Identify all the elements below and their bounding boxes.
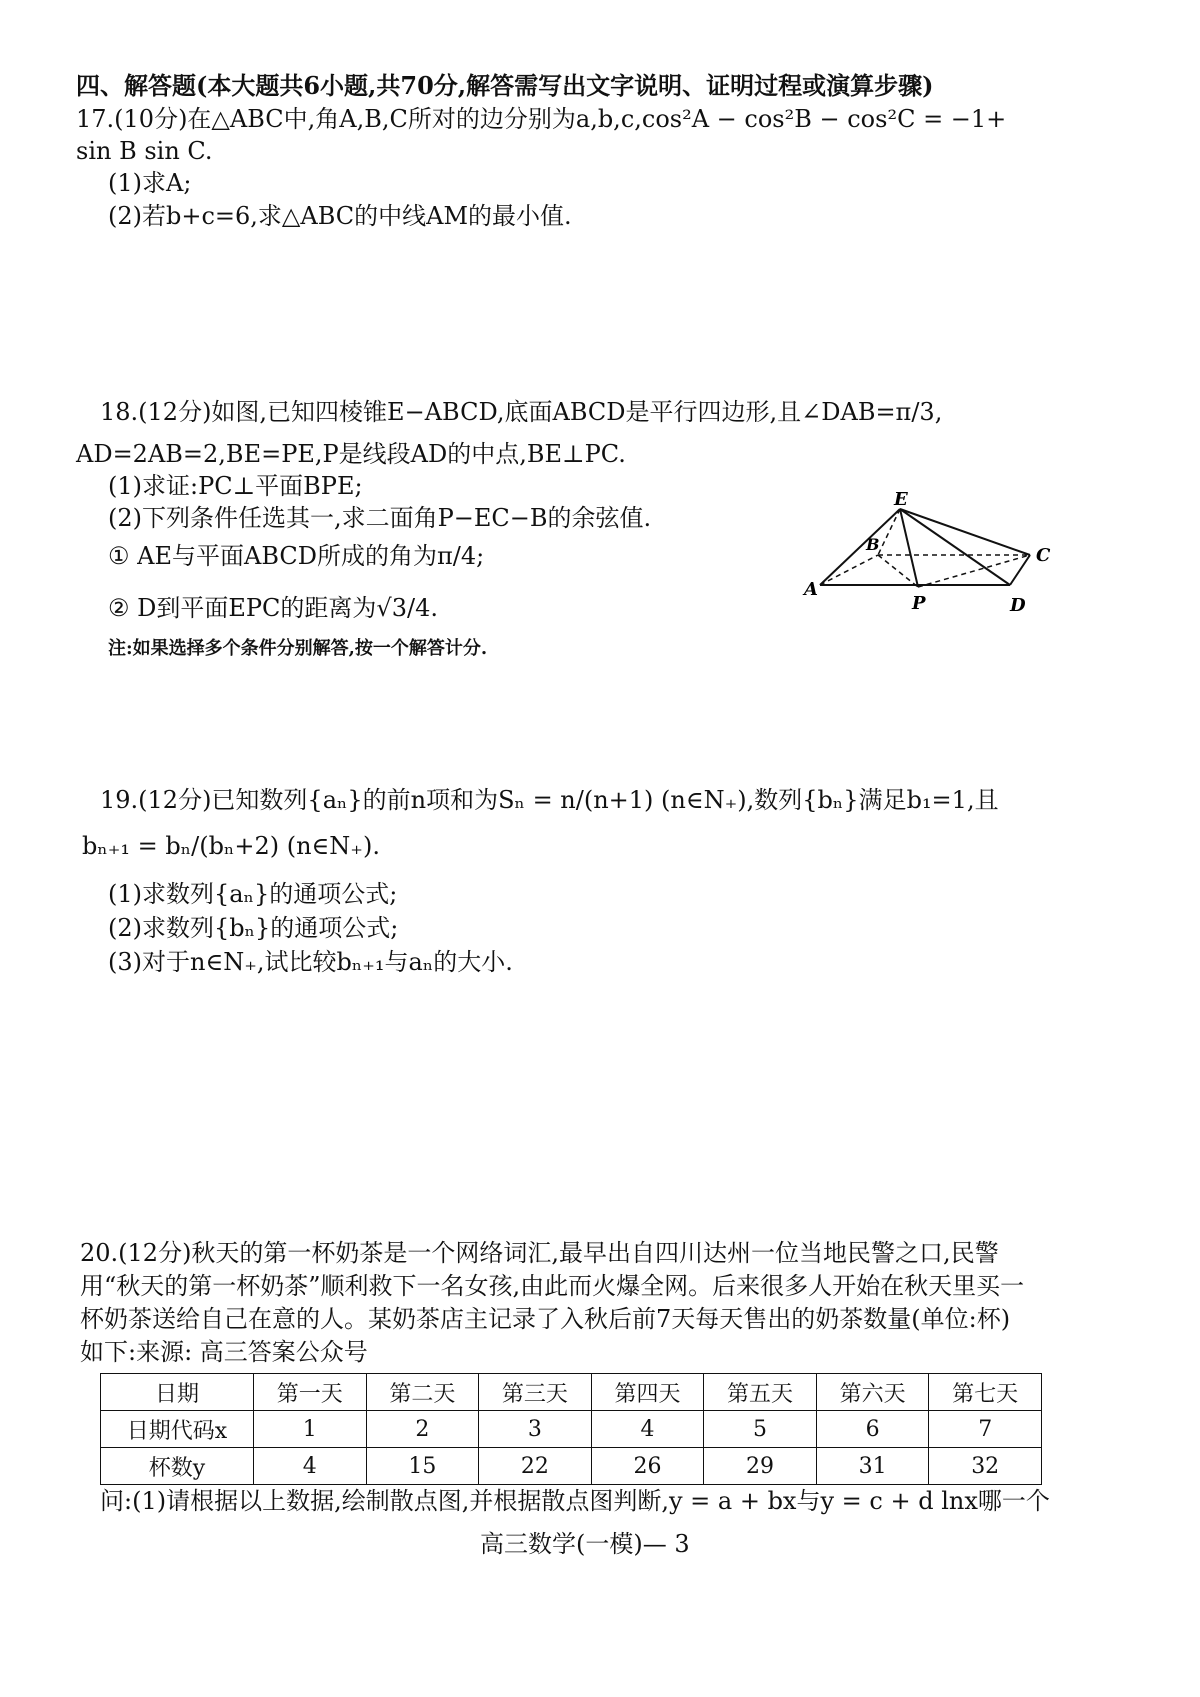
table-cell: 第三天: [479, 1374, 592, 1411]
table-cell: 32: [929, 1448, 1042, 1485]
label-a: A: [804, 579, 818, 600]
section-header: 四、解答题(本大题共6小题,共70分,解答需写出文字说明、证明过程或演算步骤): [76, 71, 934, 100]
q18-part1: (1)求证:PC⊥平面BPE;: [108, 472, 363, 500]
table-cell: 4: [254, 1448, 367, 1485]
label-c: C: [1036, 545, 1051, 566]
q18-line1: 18.(12分)如图,已知四棱锥E−ABCD,底面ABCD是平行四边形,且∠DAB=π/3,: [100, 398, 943, 426]
table-cell: 29: [704, 1448, 817, 1485]
table-row-cups: [101, 1448, 1042, 1485]
table-row-code: [101, 1411, 1042, 1448]
q19-part1: (1)求数列{aₙ}的通项公式;: [108, 880, 398, 908]
row-label-code: 日期代码x: [101, 1411, 254, 1448]
edge-dc: [1010, 555, 1030, 585]
table-cell: 第二天: [366, 1374, 479, 1411]
q20-line4: 如下:来源: 高三答案公众号: [80, 1338, 368, 1366]
q18-part2: (2)下列条件任选其一,求二面角P−EC−B的余弦值.: [108, 504, 652, 532]
edge-eb: [878, 509, 900, 555]
q19-line2: bₙ₊₁ = bₙ/(bₙ+2) (n∈N₊).: [82, 832, 380, 860]
q18-condition2: ② D到平面EPC的距离为√3/4.: [108, 594, 438, 622]
table-cell: 1: [254, 1411, 367, 1448]
edge-ed: [900, 509, 1010, 585]
table-cell: 31: [816, 1448, 929, 1485]
table-cell: 第六天: [816, 1374, 929, 1411]
row-label-date: 日期: [101, 1374, 254, 1411]
q20-line1: 20.(12分)秋天的第一杯奶茶是一个网络词汇,最早出自四川达州一位当地民警之口,民警: [80, 1239, 999, 1267]
q18-condition1: ① AE与平面ABCD所成的角为π/4;: [108, 542, 485, 570]
milk-tea-table: [100, 1373, 1042, 1485]
q17-part1: (1)求A;: [108, 169, 192, 197]
pyramid-figure: [804, 489, 1090, 645]
label-p: P: [912, 593, 926, 614]
q18-line2: AD=2AB=2,BE=PE,P是线段AD的中点,BE⊥PC.: [76, 440, 626, 468]
table-cell: 26: [591, 1448, 704, 1485]
edge-ec: [900, 509, 1030, 555]
label-e: E: [894, 489, 908, 510]
table-cell: 第七天: [929, 1374, 1042, 1411]
table-cell: 6: [816, 1411, 929, 1448]
q20-line3: 杯奶茶送给自己在意的人。某奶茶店主记录了入秋后前7天每天售出的奶茶数量(单位:杯): [80, 1305, 1011, 1333]
table-cell: 5: [704, 1411, 817, 1448]
table-cell: 第五天: [704, 1374, 817, 1411]
table-row-date: [101, 1374, 1042, 1411]
q17-part2: (2)若b+c=6,求△ABC的中线AM的最小值.: [108, 202, 572, 230]
table-cell: 4: [591, 1411, 704, 1448]
label-b: B: [866, 535, 880, 554]
table-cell: 2: [366, 1411, 479, 1448]
q19-line1: 19.(12分)已知数列{aₙ}的前n项和为Sₙ = n/(n+1) (n∈N₊),数列{bₙ}满足b₁=1,且: [100, 786, 999, 814]
q20-line2: 用“秋天的第一杯奶茶”顺利救下一名女孩,由此而火爆全网。后来很多人开始在秋天里买一: [80, 1272, 1025, 1300]
table-cell: 第四天: [591, 1374, 704, 1411]
table-cell: 22: [479, 1448, 592, 1485]
table-cell: 7: [929, 1411, 1042, 1448]
edge-ea: [820, 509, 900, 585]
q17-line1: 17.(10分)在△ABC中,角A,B,C所对的边分别为a,b,c,cos²A − cos²B − cos²C = −1+: [76, 105, 1007, 133]
table-cell: 第一天: [254, 1374, 367, 1411]
page-footer: 高三数学(一模)— 3: [480, 1530, 690, 1558]
q19-part3: (3)对于n∈N₊,试比较bₙ₊₁与aₙ的大小.: [108, 948, 513, 976]
edge-ab: [820, 555, 878, 585]
q17-line2: sin B sin C.: [76, 137, 213, 165]
table-cell: 15: [366, 1448, 479, 1485]
q19-part2: (2)求数列{bₙ}的通项公式;: [108, 914, 399, 942]
row-label-cups: 杯数y: [101, 1448, 254, 1485]
table-cell: 3: [479, 1411, 592, 1448]
q20-question: 问:(1)请根据以上数据,绘制散点图,并根据散点图判断,y = a + bx与y = c + d lnx哪一个: [100, 1487, 1050, 1515]
q18-note: 注:如果选择多个条件分别解答,按一个解答计分.: [108, 638, 488, 659]
label-d: D: [1010, 595, 1026, 616]
